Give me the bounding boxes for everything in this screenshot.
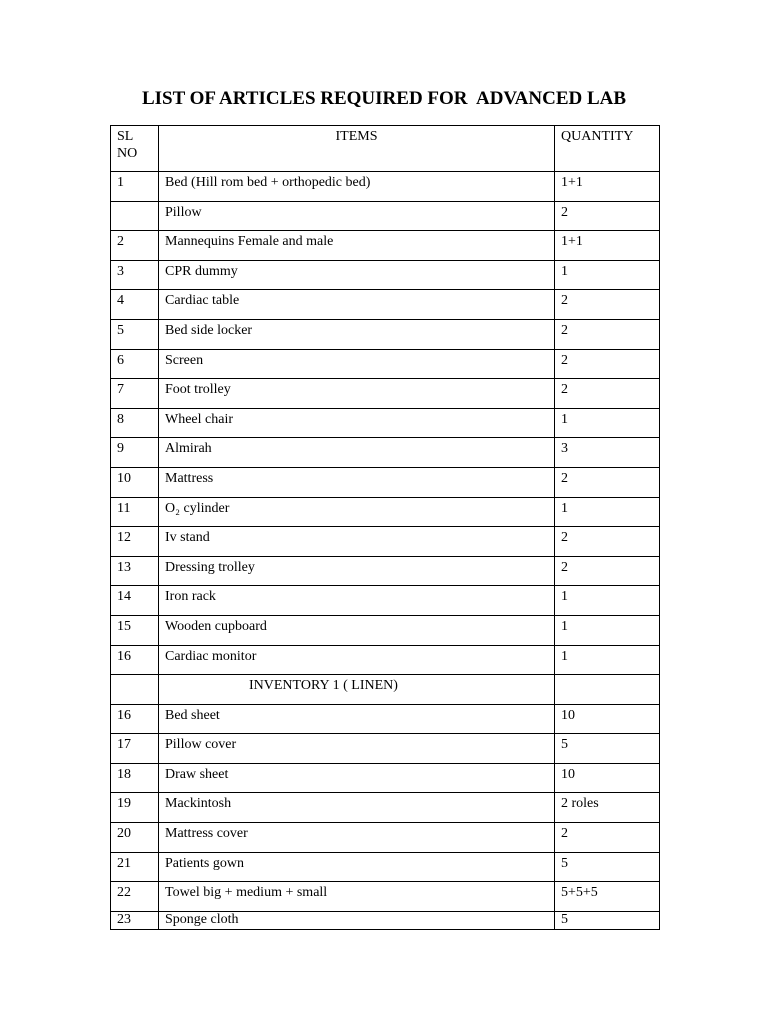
table-row bbox=[111, 763, 660, 793]
quantity-cell: 1 bbox=[555, 615, 660, 645]
sl-no-cell: 15 bbox=[111, 615, 159, 645]
item-cell: O₂ cylinder bbox=[159, 497, 555, 527]
sl-no-cell: 14 bbox=[111, 586, 159, 616]
quantity-cell: 2 bbox=[555, 379, 660, 409]
item-cell: Pillow bbox=[159, 201, 555, 231]
table-row bbox=[111, 734, 660, 764]
sl-no-cell: 21 bbox=[111, 852, 159, 882]
section-title-cell: INVENTORY 1 ( LINEN) bbox=[159, 675, 555, 705]
item-cell: CPR dummy bbox=[159, 260, 555, 290]
sl-no-cell: 3 bbox=[111, 260, 159, 290]
sl-no-cell: 17 bbox=[111, 734, 159, 764]
table-row bbox=[111, 527, 660, 557]
sl-no-cell: 7 bbox=[111, 379, 159, 409]
quantity-cell: 5 bbox=[555, 734, 660, 764]
quantity-cell: 2 bbox=[555, 290, 660, 320]
quantity-cell: 2 bbox=[555, 319, 660, 349]
page-title: LIST OF ARTICLES REQUIRED FOR ADVANCED LAB bbox=[141, 88, 627, 109]
item-cell: Iv stand bbox=[159, 527, 555, 557]
quantity-cell: 2 bbox=[555, 467, 660, 497]
item-cell: Patients gown bbox=[159, 852, 555, 882]
table-row bbox=[111, 911, 660, 929]
quantity-cell: 1 bbox=[555, 408, 660, 438]
item-cell: Dressing trolley bbox=[159, 556, 555, 586]
table-row bbox=[111, 882, 660, 912]
item-cell: Pillow cover bbox=[159, 734, 555, 764]
quantity-cell: 2 bbox=[555, 556, 660, 586]
item-cell: Mackintosh bbox=[159, 793, 555, 823]
item-cell: Towel big + medium + small bbox=[159, 882, 555, 912]
quantity-cell: 2 roles bbox=[555, 793, 660, 823]
quantity-cell: 5+5+5 bbox=[555, 882, 660, 912]
table-row bbox=[111, 290, 660, 320]
item-cell: Mattress bbox=[159, 467, 555, 497]
sl-no-cell bbox=[111, 675, 159, 705]
sl-no-cell: 8 bbox=[111, 408, 159, 438]
sl-no-cell: 1 bbox=[111, 172, 159, 202]
item-cell: Cardiac monitor bbox=[159, 645, 555, 675]
table-row bbox=[111, 556, 660, 586]
sl-no-cell: 2 bbox=[111, 231, 159, 261]
table-header-row bbox=[111, 126, 660, 172]
sl-header-line1: SL bbox=[117, 129, 134, 144]
sl-no-cell: 20 bbox=[111, 823, 159, 853]
sl-header-line2: NO bbox=[117, 146, 138, 161]
sl-no-cell: 18 bbox=[111, 763, 159, 793]
item-cell: Wooden cupboard bbox=[159, 615, 555, 645]
table-row bbox=[111, 467, 660, 497]
table-row bbox=[111, 497, 660, 527]
item-cell: Sponge cloth bbox=[159, 911, 555, 929]
item-cell: Mattress cover bbox=[159, 823, 555, 853]
item-cell: Cardiac table bbox=[159, 290, 555, 320]
table-row bbox=[111, 260, 660, 290]
table-row bbox=[111, 438, 660, 468]
quantity-cell: 3 bbox=[555, 438, 660, 468]
table-row bbox=[111, 201, 660, 231]
quantity-cell: 2 bbox=[555, 823, 660, 853]
table-row bbox=[111, 645, 660, 675]
table-row bbox=[111, 704, 660, 734]
table-row bbox=[111, 586, 660, 616]
item-cell: Foot trolley bbox=[159, 379, 555, 409]
table-row bbox=[111, 793, 660, 823]
quantity-cell: 2 bbox=[555, 349, 660, 379]
quantity-cell: 5 bbox=[555, 911, 660, 929]
table-row bbox=[111, 615, 660, 645]
table-row bbox=[111, 349, 660, 379]
sl-no-cell: 23 bbox=[111, 911, 159, 929]
table-row bbox=[111, 852, 660, 882]
quantity-cell: 2 bbox=[555, 201, 660, 231]
item-cell: Screen bbox=[159, 349, 555, 379]
quantity-cell: 1+1 bbox=[555, 172, 660, 202]
item-cell: Bed side locker bbox=[159, 319, 555, 349]
table-row bbox=[111, 408, 660, 438]
table-row bbox=[111, 172, 660, 202]
sl-no-cell: 10 bbox=[111, 467, 159, 497]
item-cell: Iron rack bbox=[159, 586, 555, 616]
item-cell: Bed sheet bbox=[159, 704, 555, 734]
quantity-cell: 2 bbox=[555, 527, 660, 557]
sl-no-cell: 6 bbox=[111, 349, 159, 379]
quantity-cell: 1 bbox=[555, 586, 660, 616]
sl-no-header bbox=[111, 126, 159, 172]
sl-no-cell: 11 bbox=[111, 497, 159, 527]
quantity-cell bbox=[555, 675, 660, 705]
quantity-cell: 10 bbox=[555, 704, 660, 734]
quantity-cell: 1+1 bbox=[555, 231, 660, 261]
sl-no-cell: 19 bbox=[111, 793, 159, 823]
sl-no-cell: 5 bbox=[111, 319, 159, 349]
table-row bbox=[111, 823, 660, 853]
quantity-cell: 5 bbox=[555, 852, 660, 882]
quantity-header: QUANTITY bbox=[555, 126, 660, 172]
item-cell: Draw sheet bbox=[159, 763, 555, 793]
items-header: ITEMS bbox=[159, 126, 555, 172]
sl-no-cell bbox=[111, 201, 159, 231]
articles-table bbox=[110, 125, 660, 930]
table-row bbox=[111, 379, 660, 409]
item-cell: Bed (Hill rom bed + orthopedic bed) bbox=[159, 172, 555, 202]
quantity-cell: 10 bbox=[555, 763, 660, 793]
item-cell: Almirah bbox=[159, 438, 555, 468]
sl-no-cell: 9 bbox=[111, 438, 159, 468]
sl-no-cell: 4 bbox=[111, 290, 159, 320]
table-row bbox=[111, 231, 660, 261]
item-cell: Wheel chair bbox=[159, 408, 555, 438]
sl-no-cell: 22 bbox=[111, 882, 159, 912]
sl-no-cell: 16 bbox=[111, 645, 159, 675]
sl-no-cell: 13 bbox=[111, 556, 159, 586]
table-row bbox=[111, 319, 660, 349]
quantity-cell: 1 bbox=[555, 645, 660, 675]
quantity-cell: 1 bbox=[555, 497, 660, 527]
quantity-cell: 1 bbox=[555, 260, 660, 290]
item-cell: Mannequins Female and male bbox=[159, 231, 555, 261]
sl-no-cell: 12 bbox=[111, 527, 159, 557]
sl-no-cell: 16 bbox=[111, 704, 159, 734]
table-body bbox=[111, 172, 660, 930]
section-row bbox=[111, 675, 660, 705]
